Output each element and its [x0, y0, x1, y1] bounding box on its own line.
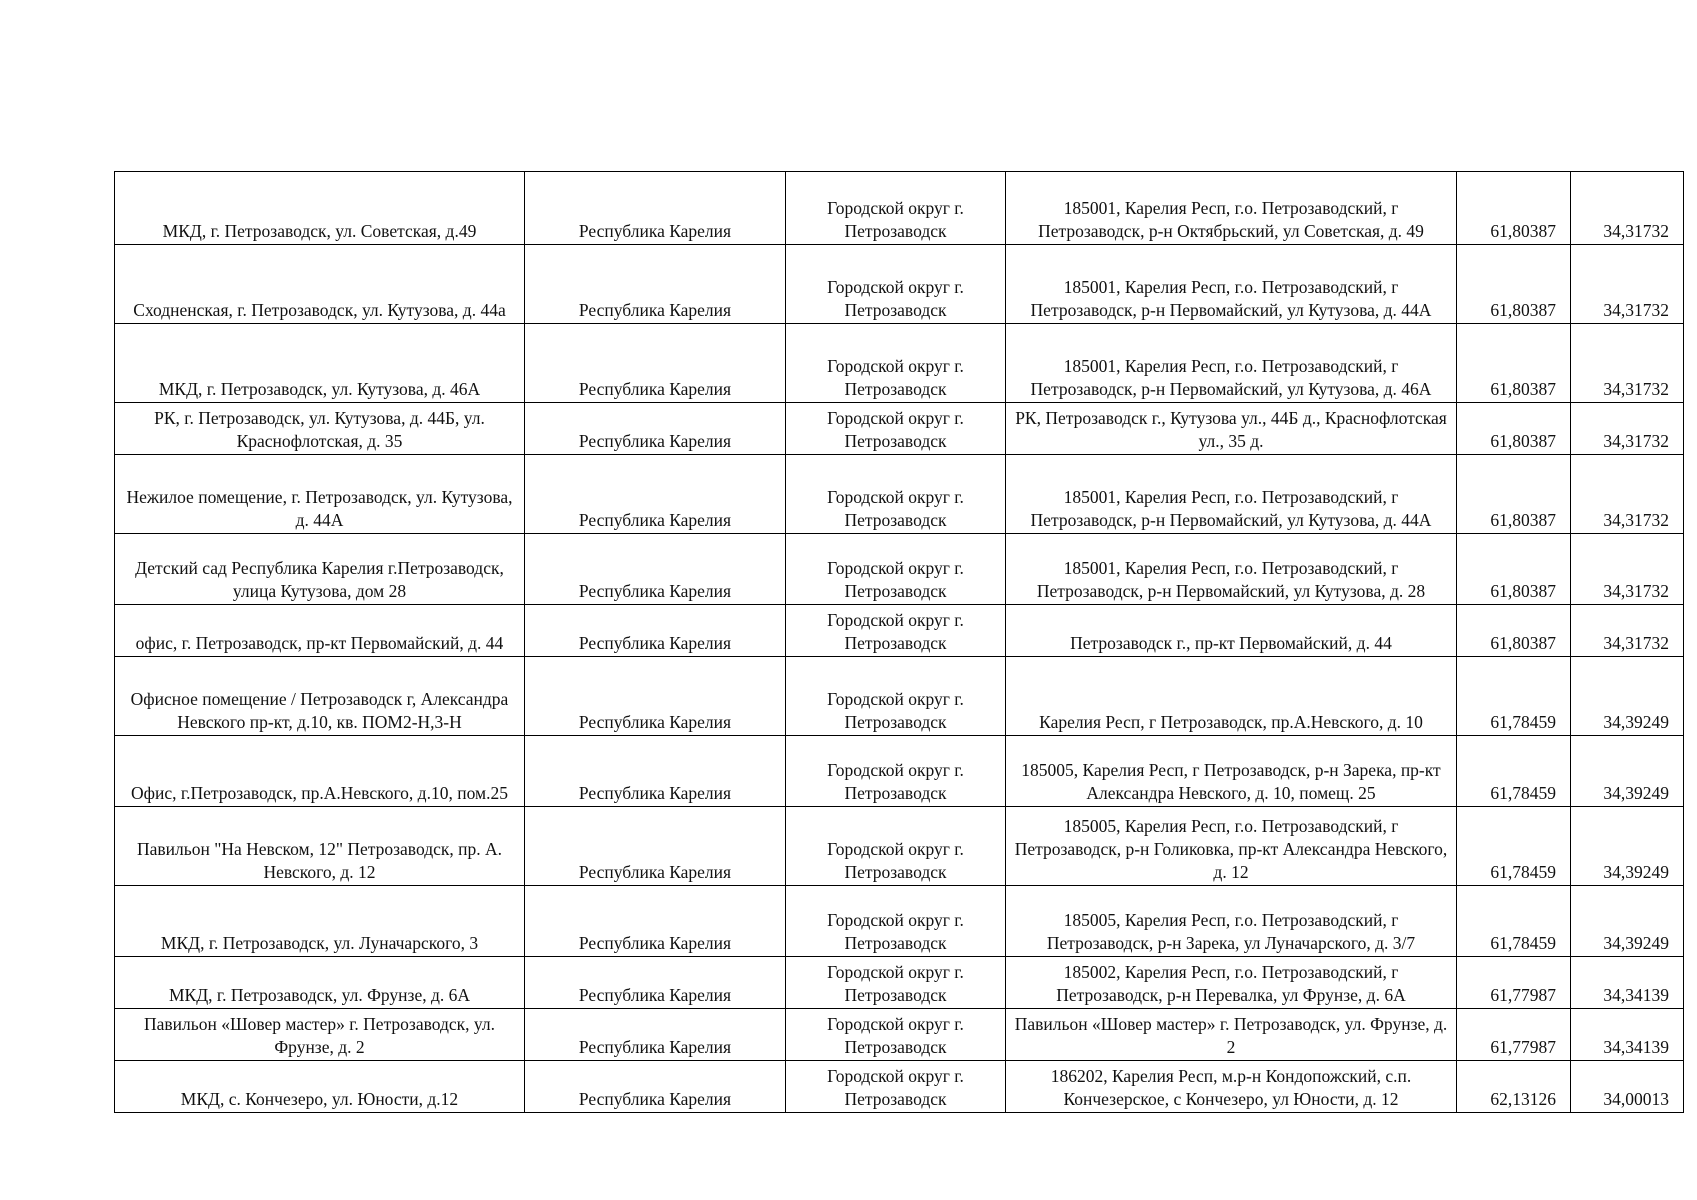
address-cell: Карелия Респ, г Петрозаводск, пр.А.Невского, д. 10 [1006, 657, 1457, 736]
latitude-cell: 61,80387 [1457, 403, 1571, 455]
address-cell: 185001, Карелия Респ, г.о. Петрозаводский, г Петрозаводск, р-н Первомайский, ул Кутузова, д. 44А [1006, 455, 1457, 534]
longitude-cell: 34,31732 [1571, 172, 1684, 245]
table-row [115, 886, 1684, 957]
latitude-cell: 61,80387 [1457, 324, 1571, 403]
table-row [115, 657, 1684, 736]
table-row [115, 736, 1684, 807]
longitude-cell: 34,31732 [1571, 245, 1684, 324]
address-cell: 185001, Карелия Респ, г.о. Петрозаводский, г Петрозаводск, р-н Первомайский, ул Кутузова, д. 46А [1006, 324, 1457, 403]
longitude-cell: 34,31732 [1571, 403, 1684, 455]
address-cell: Петрозаводск г., пр-кт Первомайский, д. 44 [1006, 605, 1457, 657]
region-cell: Республика Карелия [525, 605, 786, 657]
table-row [115, 324, 1684, 403]
district-cell: Городской округ г. Петрозаводск [786, 403, 1006, 455]
latitude-cell: 61,77987 [1457, 1009, 1571, 1061]
district-cell: Городской округ г. Петрозаводск [786, 172, 1006, 245]
object-name-cell: Сходненская, г. Петрозаводск, ул. Кутузова, д. 44а [115, 245, 525, 324]
district-cell: Городской округ г. Петрозаводск [786, 807, 1006, 886]
longitude-cell: 34,34139 [1571, 957, 1684, 1009]
address-cell: 185001, Карелия Респ, г.о. Петрозаводский, г Петрозаводск, р-н Октябрьский, ул Советская, д. 49 [1006, 172, 1457, 245]
object-name-cell: Нежилое помещение, г. Петрозаводск, ул. Кутузова, д. 44А [115, 455, 525, 534]
region-cell: Республика Карелия [525, 245, 786, 324]
latitude-cell: 62,13126 [1457, 1061, 1571, 1113]
address-cell: 185005, Карелия Респ, г.о. Петрозаводский, г Петрозаводск, р-н Зарека, ул Луначарского, д. 3/7 [1006, 886, 1457, 957]
object-name-cell: Офисное помещение / Петрозаводск г, Александра Невского пр-кт, д.10, кв. ПОМ2-Н,3-Н [115, 657, 525, 736]
latitude-cell: 61,78459 [1457, 736, 1571, 807]
region-cell: Республика Карелия [525, 1061, 786, 1113]
district-cell: Городской округ г. Петрозаводск [786, 605, 1006, 657]
table-row [115, 245, 1684, 324]
address-cell: 185002, Карелия Респ, г.о. Петрозаводский, г Петрозаводск, р-н Перевалка, ул Фрунзе, д. 6А [1006, 957, 1457, 1009]
region-cell: Республика Карелия [525, 886, 786, 957]
object-name-cell: Павильон "На Невском, 12" Петрозаводск, пр. А. Невского, д. 12 [115, 807, 525, 886]
region-cell: Республика Карелия [525, 324, 786, 403]
table-row [115, 455, 1684, 534]
table-row [115, 605, 1684, 657]
address-cell: 185001, Карелия Респ, г.о. Петрозаводский, г Петрозаводск, р-н Первомайский, ул Кутузова, д. 44А [1006, 245, 1457, 324]
table-row [115, 1061, 1684, 1113]
table-row [115, 534, 1684, 605]
object-name-cell: МКД, г. Петрозаводск, ул. Кутузова, д. 46А [115, 324, 525, 403]
district-cell: Городской округ г. Петрозаводск [786, 534, 1006, 605]
latitude-cell: 61,80387 [1457, 534, 1571, 605]
address-cell: 185005, Карелия Респ, г.о. Петрозаводский, г Петрозаводск, р-н Голиковка, пр-кт Александра Невского, д. 12 [1006, 807, 1457, 886]
address-cell: Павильон «Шовер мастер» г. Петрозаводск, ул. Фрунзе, д. 2 [1006, 1009, 1457, 1061]
region-cell: Республика Карелия [525, 172, 786, 245]
region-cell: Республика Карелия [525, 1009, 786, 1061]
object-name-cell: РК, г. Петрозаводск, ул. Кутузова, д. 44Б, ул. Краснофлотская, д. 35 [115, 403, 525, 455]
longitude-cell: 34,00013 [1571, 1061, 1684, 1113]
latitude-cell: 61,80387 [1457, 455, 1571, 534]
latitude-cell: 61,77987 [1457, 957, 1571, 1009]
region-cell: Республика Карелия [525, 807, 786, 886]
address-cell: РК, Петрозаводск г., Кутузова ул., 44Б д., Краснофлотская ул., 35 д. [1006, 403, 1457, 455]
object-name-cell: Павильон «Шовер мастер» г. Петрозаводск, ул. Фрунзе, д. 2 [115, 1009, 525, 1061]
district-cell: Городской округ г. Петрозаводск [786, 1009, 1006, 1061]
object-name-cell: МКД, с. Кончезеро, ул. Юности, д.12 [115, 1061, 525, 1113]
object-name-cell: МКД, г. Петрозаводск, ул. Луначарского, 3 [115, 886, 525, 957]
table-row [115, 807, 1684, 886]
longitude-cell: 34,31732 [1571, 534, 1684, 605]
objects-table-body [115, 172, 1684, 1113]
object-name-cell: МКД, г. Петрозаводск, ул. Фрунзе, д. 6А [115, 957, 525, 1009]
latitude-cell: 61,80387 [1457, 172, 1571, 245]
region-cell: Республика Карелия [525, 736, 786, 807]
object-name-cell: Детский сад Республика Карелия г.Петрозаводск, улица Кутузова, дом 28 [115, 534, 525, 605]
district-cell: Городской округ г. Петрозаводск [786, 657, 1006, 736]
object-name-cell: Офис, г.Петрозаводск, пр.А.Невского, д.10, пом.25 [115, 736, 525, 807]
address-cell: 185005, Карелия Респ, г Петрозаводск, р-н Зарека, пр-кт Александра Невского, д. 10, помещ. 25 [1006, 736, 1457, 807]
longitude-cell: 34,39249 [1571, 736, 1684, 807]
table-row [115, 172, 1684, 245]
latitude-cell: 61,80387 [1457, 605, 1571, 657]
region-cell: Республика Карелия [525, 455, 786, 534]
longitude-cell: 34,39249 [1571, 657, 1684, 736]
longitude-cell: 34,39249 [1571, 886, 1684, 957]
region-cell: Республика Карелия [525, 957, 786, 1009]
district-cell: Городской округ г. Петрозаводск [786, 957, 1006, 1009]
district-cell: Городской округ г. Петрозаводск [786, 1061, 1006, 1113]
district-cell: Городской округ г. Петрозаводск [786, 736, 1006, 807]
region-cell: Республика Карелия [525, 657, 786, 736]
district-cell: Городской округ г. Петрозаводск [786, 245, 1006, 324]
district-cell: Городской округ г. Петрозаводск [786, 324, 1006, 403]
objects-table [114, 171, 1684, 1113]
longitude-cell: 34,31732 [1571, 455, 1684, 534]
table-row [115, 957, 1684, 1009]
object-name-cell: офис, г. Петрозаводск, пр-кт Первомайский, д. 44 [115, 605, 525, 657]
region-cell: Республика Карелия [525, 403, 786, 455]
district-cell: Городской округ г. Петрозаводск [786, 886, 1006, 957]
region-cell: Республика Карелия [525, 534, 786, 605]
latitude-cell: 61,78459 [1457, 886, 1571, 957]
longitude-cell: 34,39249 [1571, 807, 1684, 886]
longitude-cell: 34,31732 [1571, 605, 1684, 657]
table-row [115, 403, 1684, 455]
latitude-cell: 61,80387 [1457, 245, 1571, 324]
address-cell: 185001, Карелия Респ, г.о. Петрозаводский, г Петрозаводск, р-н Первомайский, ул Кутузова, д. 28 [1006, 534, 1457, 605]
longitude-cell: 34,31732 [1571, 324, 1684, 403]
latitude-cell: 61,78459 [1457, 807, 1571, 886]
longitude-cell: 34,34139 [1571, 1009, 1684, 1061]
address-cell: 186202, Карелия Респ, м.р-н Кондопожский, с.п. Кончезерское, с Кончезеро, ул Юности, д. 12 [1006, 1061, 1457, 1113]
table-row [115, 1009, 1684, 1061]
latitude-cell: 61,78459 [1457, 657, 1571, 736]
district-cell: Городской округ г. Петрозаводск [786, 455, 1006, 534]
object-name-cell: МКД, г. Петрозаводск, ул. Советская, д.49 [115, 172, 525, 245]
